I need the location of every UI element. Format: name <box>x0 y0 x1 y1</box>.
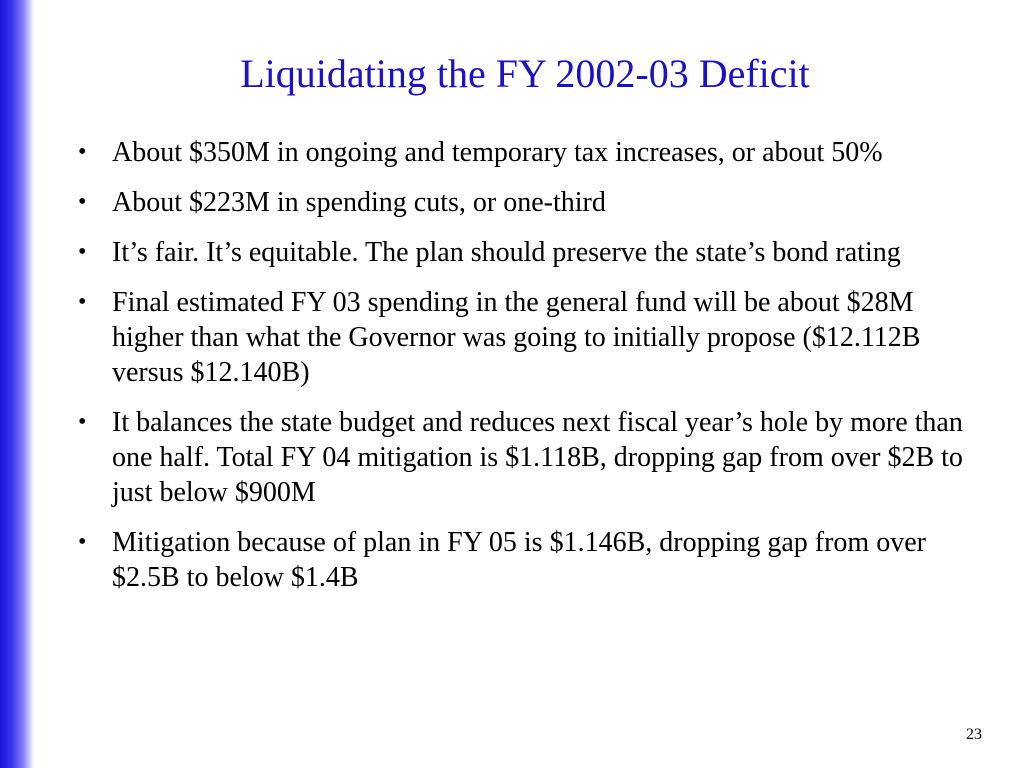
bullet-item <box>78 235 978 270</box>
bullet-dot-icon: • <box>78 409 87 435</box>
bullet-text: Final estimated FY 03 spending in the general fund will be about $28M higher than what the Governor was going to initially propose ($12.112B versus $12.140B) <box>112 287 921 388</box>
slide-title: Liquidating the FY 2002-03 Deficit <box>240 51 810 96</box>
bullet-text: It balances the state budget and reduces next fiscal year’s hole by more than one half. Total FY 04 mitigation is $1.118B, dropping gap from over $2B to just below $900M <box>112 407 963 508</box>
bullet-text: It’s fair. It’s equitable. The plan should preserve the state’s bond rating <box>112 237 901 268</box>
slide-number: 23 <box>966 726 982 743</box>
bullet-list <box>78 135 978 610</box>
bullet-text: About $350M in ongoing and temporary tax increases, or about 50% <box>112 137 883 168</box>
bullet-dot-icon: • <box>78 239 87 265</box>
bullet-item <box>78 185 978 220</box>
bullet-item <box>78 405 978 510</box>
bullet-dot-icon: • <box>78 529 87 555</box>
bullet-dot-icon: • <box>78 289 87 315</box>
bullet-item <box>78 285 978 390</box>
bullet-item <box>78 135 978 170</box>
decorative-side-bar <box>0 0 34 768</box>
bullet-text: Mitigation because of plan in FY 05 is $1.146B, dropping gap from over $2.5B to below $1.4B <box>112 527 926 593</box>
bullet-dot-icon: • <box>78 139 87 165</box>
bullet-item <box>78 525 978 595</box>
bullet-text: About $223M in spending cuts, or one-third <box>112 187 606 218</box>
bullet-dot-icon: • <box>78 189 87 215</box>
